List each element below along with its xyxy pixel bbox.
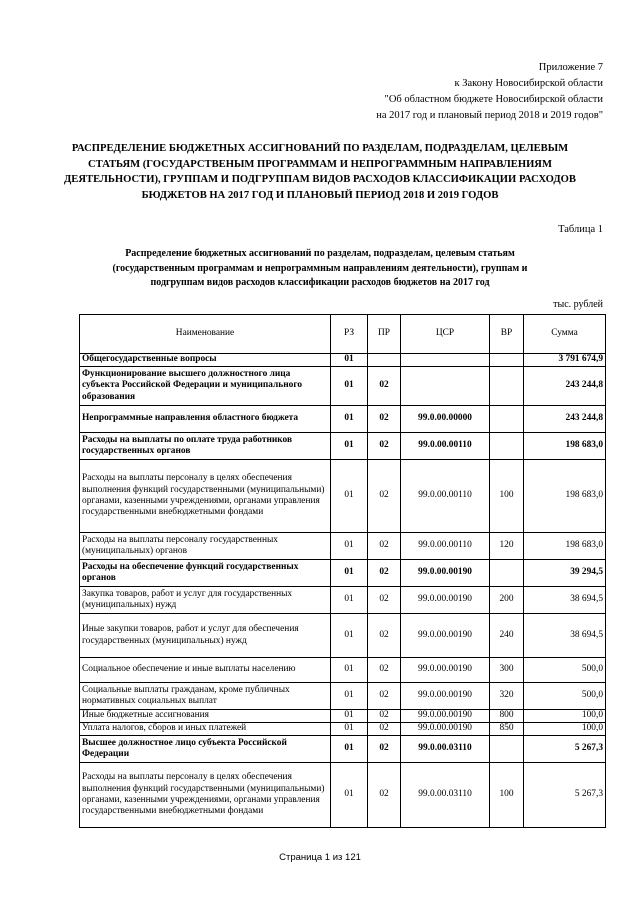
header-vr: ВР [490, 315, 524, 354]
cell-csr [401, 354, 490, 367]
cell-sum: 198 683,0 [524, 533, 606, 560]
cell-sum: 500,0 [524, 658, 606, 683]
cell-name: Социальные выплаты гражданам, кроме публичных нормативных социальных выплат [80, 683, 331, 710]
cell-sum: 38 694,5 [524, 614, 606, 658]
cell-vr: 100 [490, 460, 524, 533]
cell-name: Расходы на обеспечение функций государственных органов [80, 560, 331, 587]
cell-sum: 39 294,5 [524, 560, 606, 587]
table-body [80, 354, 606, 828]
cell-rz: 01 [331, 736, 368, 763]
cell-pr: 02 [368, 710, 401, 723]
document-title: РАСПРЕДЕЛЕНИЕ БЮДЖЕТНЫХ АССИГНОВАНИЙ ПО РАЗДЕЛАМ, ПОДРАЗДЕЛАМ, ЦЕЛЕВЫМ СТАТЬЯМ (ГОСУДАРСТВЕНЫМ ПРОГРАММАМ И НЕПРОГРАММНЫМ НАПРАВЛЕНИЯМ ДЕЯТЕЛЬНОСТИ), ГРУППАМ И ПОДГРУППАМ ВИДОВ РАСХОДОВ КЛАССИФИКАЦИИ РАСХОДОВ БЮДЖЕТОВ НА 2017 ГОД И ПЛАНОВЫЙ ПЕРИОД 2018 И 2019 ГОДОВ [64, 143, 576, 201]
table-row [80, 367, 606, 406]
cell-rz: 01 [331, 683, 368, 710]
cell-pr: 02 [368, 614, 401, 658]
cell-vr [490, 406, 524, 433]
appendix-line-1: Приложение 7 [538, 62, 603, 73]
cell-name: Непрограммные направления областного бюджета [80, 406, 331, 433]
cell-vr: 800 [490, 710, 524, 723]
cell-sum: 198 683,0 [524, 460, 606, 533]
appendix-line-4: на 2017 год и плановый период 2018 и 2019 годов" [376, 110, 603, 121]
units-label: тыс. рублей [553, 299, 603, 310]
table-row [80, 736, 606, 763]
appendix-line-2: к Закону Новосибирской области [454, 78, 603, 89]
table-row [80, 533, 606, 560]
cell-name: Закупка товаров, работ и услуг для государственных (муниципальных) нужд [80, 587, 331, 614]
cell-pr: 02 [368, 533, 401, 560]
cell-pr: 02 [368, 736, 401, 763]
cell-vr [490, 433, 524, 460]
cell-name: Иные бюджетные ассигнования [80, 710, 331, 723]
cell-csr: 99.0.00.00190 [401, 587, 490, 614]
cell-csr: 99.0.00.00190 [401, 658, 490, 683]
cell-sum: 198 683,0 [524, 433, 606, 460]
cell-pr: 02 [368, 460, 401, 533]
cell-csr: 99.0.00.00190 [401, 614, 490, 658]
cell-vr: 240 [490, 614, 524, 658]
page-footer: Страница 1 из 121 [279, 852, 361, 863]
table-row [80, 763, 606, 828]
cell-vr: 120 [490, 533, 524, 560]
appendix-block [273, 60, 603, 124]
cell-rz: 01 [331, 710, 368, 723]
cell-vr [490, 736, 524, 763]
cell-vr [490, 560, 524, 587]
appendix-line-3: "Об областном бюджете Новосибирской области [384, 94, 603, 105]
table-row [80, 658, 606, 683]
cell-csr: 99.0.00.00190 [401, 683, 490, 710]
cell-rz: 01 [331, 433, 368, 460]
table-row [80, 683, 606, 710]
cell-sum: 100,0 [524, 723, 606, 736]
cell-sum: 5 267,3 [524, 763, 606, 828]
cell-rz: 01 [331, 587, 368, 614]
cell-sum: 100,0 [524, 710, 606, 723]
cell-sum: 5 267,3 [524, 736, 606, 763]
header-csr: ЦСР [401, 315, 490, 354]
cell-vr: 300 [490, 658, 524, 683]
cell-pr: 02 [368, 560, 401, 587]
cell-vr [490, 367, 524, 406]
cell-rz: 01 [331, 560, 368, 587]
table-row [80, 460, 606, 533]
cell-csr: 99.0.00.00110 [401, 460, 490, 533]
cell-csr: 99.0.00.00000 [401, 406, 490, 433]
cell-vr: 320 [490, 683, 524, 710]
cell-name: Социальное обеспечение и иные выплаты населению [80, 658, 331, 683]
cell-pr: 02 [368, 683, 401, 710]
table-row [80, 710, 606, 723]
cell-rz: 01 [331, 763, 368, 828]
cell-name: Иные закупки товаров, работ и услуг для обеспечения государственных (муниципальных) нужд [80, 614, 331, 658]
table-row [80, 614, 606, 658]
cell-name: Общегосударственные вопросы [80, 354, 331, 367]
cell-vr: 100 [490, 763, 524, 828]
header-name: Наименование [80, 315, 331, 354]
table-row [80, 723, 606, 736]
cell-name: Расходы на выплаты персоналу в целях обеспечения выполнения функций государственными (муниципальными) органами, казенными учреждениями, органами управления государственными внебюджетными фондами [80, 460, 331, 533]
cell-rz: 01 [331, 354, 368, 367]
cell-rz: 01 [331, 723, 368, 736]
cell-name: Высшее должностное лицо субъекта Российской Федерации [80, 736, 331, 763]
cell-name: Функционирование высшего должностного лица субъекта Российской Федерации и муниципального образования [80, 367, 331, 406]
cell-csr: 99.0.00.03110 [401, 736, 490, 763]
cell-csr: 99.0.00.00110 [401, 433, 490, 460]
table-number: Таблица 1 [558, 224, 603, 235]
cell-pr: 02 [368, 587, 401, 614]
cell-name: Расходы на выплаты по оплате труда работников государственных органов [80, 433, 331, 460]
cell-pr: 02 [368, 723, 401, 736]
cell-csr [401, 367, 490, 406]
cell-vr: 200 [490, 587, 524, 614]
cell-csr: 99.0.00.00190 [401, 723, 490, 736]
cell-name: Расходы на выплаты персоналу в целях обеспечения выполнения функций государственными (муниципальными) органами, казенными учреждениями, органами управления государственными внебюджетными фондами [80, 763, 331, 828]
table-row [80, 406, 606, 433]
cell-rz: 01 [331, 406, 368, 433]
cell-name: Уплата налогов, сборов и иных платежей [80, 723, 331, 736]
cell-sum: 243 244,8 [524, 406, 606, 433]
cell-sum: 243 244,8 [524, 367, 606, 406]
cell-sum: 500,0 [524, 683, 606, 710]
cell-csr: 99.0.00.03110 [401, 763, 490, 828]
table-title: Распределение бюджетных ассигнований по разделам, подразделам, целевым статьям (государственным программам и непрограммным направлениям деятельности), группам и подгруппам видов расходов классификации расходов бюджетов на 2017 год [112, 248, 528, 288]
cell-csr: 99.0.00.00190 [401, 710, 490, 723]
cell-pr: 02 [368, 367, 401, 406]
cell-sum: 38 694,5 [524, 587, 606, 614]
cell-pr: 02 [368, 763, 401, 828]
table-header-row [80, 315, 606, 354]
cell-pr: 02 [368, 658, 401, 683]
budget-table [79, 314, 606, 828]
cell-rz: 01 [331, 533, 368, 560]
cell-pr: 02 [368, 406, 401, 433]
cell-vr: 850 [490, 723, 524, 736]
table-row [80, 433, 606, 460]
cell-name: Расходы на выплаты персоналу государственных (муниципальных) органов [80, 533, 331, 560]
cell-rz: 01 [331, 367, 368, 406]
cell-pr [368, 354, 401, 367]
cell-vr [490, 354, 524, 367]
table-row [80, 560, 606, 587]
cell-csr: 99.0.00.00190 [401, 560, 490, 587]
header-pr: ПР [368, 315, 401, 354]
cell-pr: 02 [368, 433, 401, 460]
cell-sum: 3 791 674,9 [524, 354, 606, 367]
table-row [80, 587, 606, 614]
cell-csr: 99.0.00.00110 [401, 533, 490, 560]
table-row [80, 354, 606, 367]
cell-rz: 01 [331, 460, 368, 533]
cell-rz: 01 [331, 614, 368, 658]
header-rz: РЗ [331, 315, 368, 354]
header-sum: Сумма [524, 315, 606, 354]
cell-rz: 01 [331, 658, 368, 683]
